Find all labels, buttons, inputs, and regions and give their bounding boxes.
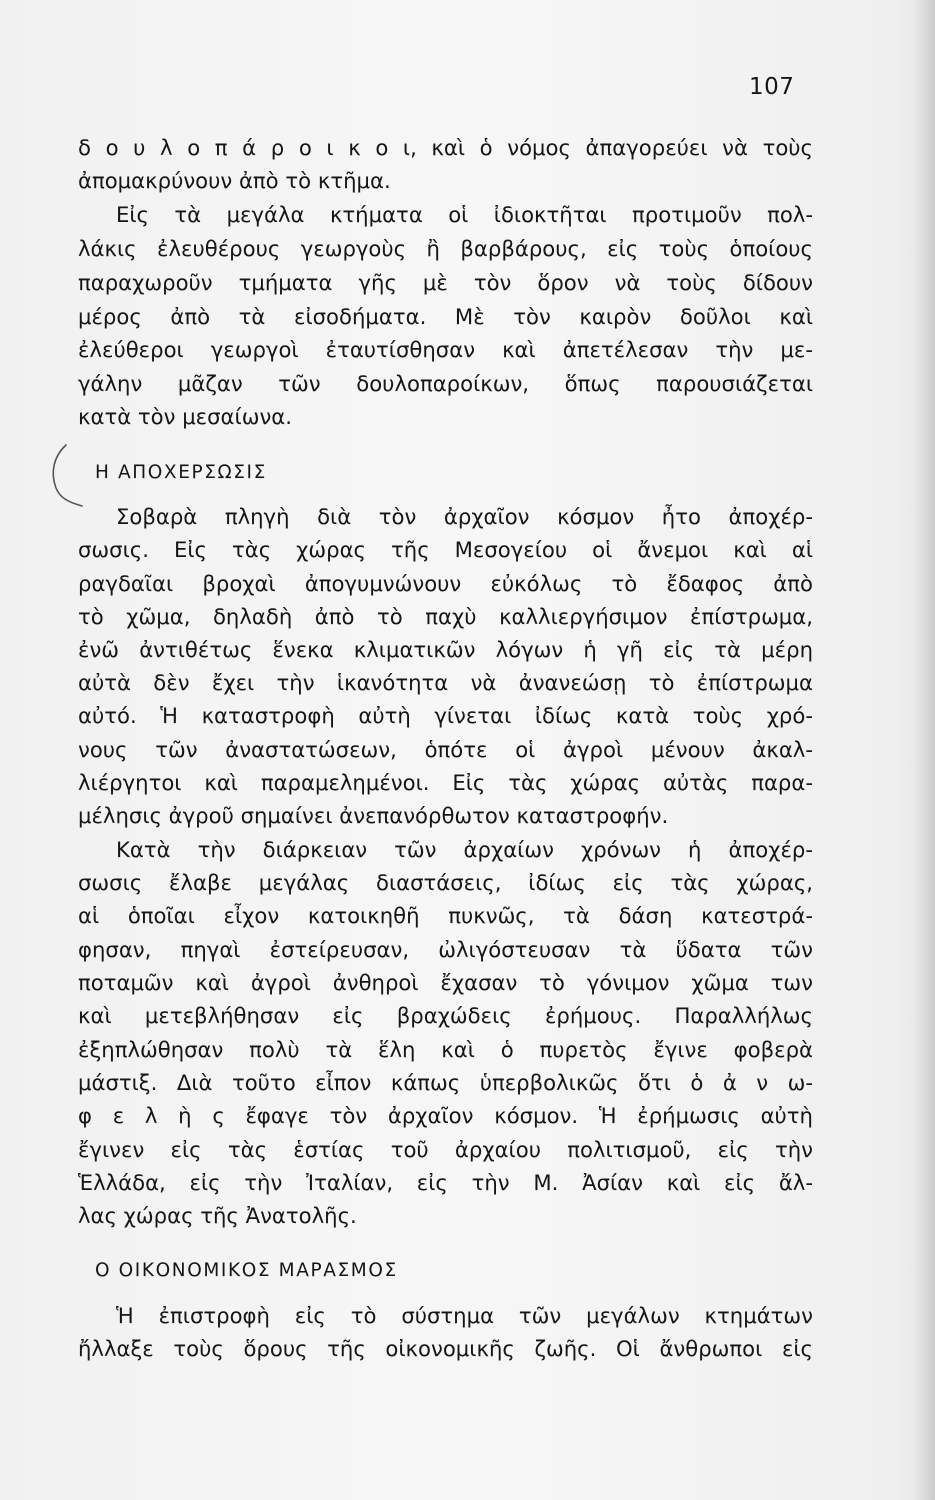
text-line: καὶ μετεβλήθησαν εἰς βραχώδεις ἐρήμους. Παραλλήλως	[78, 1003, 813, 1028]
text-line: παραχωροῦν τμήματα γῆς μὲ τὸν ὅρον νὰ τοὺς δίδουν	[78, 270, 813, 295]
section-heading: Ο ΟΙΚΟΝΟΜΙΚΟΣ ΜΑΡΑΣΜΟΣ	[95, 1260, 398, 1281]
text-line: Εἰς τὰ μεγάλα κτήματα οἱ ἰδιοκτῆται προτιμοῦν πολ-	[116, 202, 813, 227]
text-line: φησαν, πηγαὶ ἐστείρευσαν, ὠλιγόστευσαν τὰ ὕδατα τῶν	[78, 937, 813, 962]
text-line: Κατὰ τὴν διάρκειαν τῶν ἀρχαίων χρόνων ἡ ἀποχέρ-	[116, 837, 813, 862]
text-line: νους τῶν ἀναστατώσεων, ὁπότε οἱ ἀγροὶ μένουν ἀκαλ-	[78, 737, 813, 762]
text-line: τὸ χῶμα, δηλαδὴ ἀπὸ τὸ παχὺ καλλιεργήσιμον ἐπίστρωμα,	[78, 604, 813, 629]
section-heading: Η ΑΠΟΧΕΡΣΩΣΙΣ	[95, 462, 267, 483]
text-line: σωσις. Εἰς τὰς χώρας τῆς Μεσογείου οἱ ἄνεμοι καὶ αἱ	[78, 537, 813, 562]
text-line: ἐνῶ ἀντιθέτως ἕνεκα κλιματικῶν λόγων ἡ γῆ εἰς τὰ μέρη	[78, 637, 813, 662]
text-line: αὐτό. Ἡ καταστροφὴ αὐτὴ γίνεται ἰδίως κατὰ τοὺς χρό-	[78, 703, 813, 728]
text-line: δ ο υ λ ο π ά ρ ο ι κ ο ι, καὶ ὁ νόμος ἀπαγορεύει νὰ τοὺς	[78, 135, 813, 160]
text-line: αἱ ὁποῖαι εἶχον κατοικηθῆ πυκνῶς, τὰ δάση κατεστρά-	[78, 903, 813, 928]
text-line: μέρος ἀπὸ τὰ εἰσοδήματα. Μὲ τὸν καιρὸν δοῦλοι καὶ	[78, 304, 813, 329]
text-line: ἔγινεν εἰς τὰς ἑστίας τοῦ ἀρχαίου πολιτισμοῦ, εἰς τὴν	[78, 1137, 813, 1162]
pencil-bracket-mark	[44, 442, 84, 512]
text-line: λιέργητοι καὶ παραμελημένοι. Εἰς τὰς χώρας αὐτὰς παρα-	[78, 770, 813, 795]
text-line: φ ε λ ὴ ς ἔφαγε τὸν ἀρχαῖον κόσμον. Ἡ ἐρήμωσις αὐτὴ	[78, 1103, 813, 1128]
text-line: λας χώρας τῆς Ἀνατολῆς.	[78, 1203, 357, 1228]
text-line: κατὰ τὸν μεσαίωνα.	[78, 404, 292, 429]
text-line: ἤλλαξε τοὺς ὅρους τῆς οἰκονομικῆς ζωῆς. Οἱ ἄνθρωποι εἰς	[78, 1336, 813, 1361]
text-line: Ἑλλάδα, εἰς τὴν Ἰταλίαν, εἰς τὴν Μ. Ἀσίαν καὶ εἰς ἄλ-	[78, 1170, 813, 1195]
text-line: μέλησις ἀγροῦ σημαίνει ἀνεπανόρθωτον καταστροφήν.	[78, 803, 669, 828]
text-line: μάστιξ. Διὰ τοῦτο εἶπον κάπως ὑπερβολικῶς ὅτι ὁ ἀ ν ω-	[78, 1070, 813, 1095]
text-line: Ἡ ἐπιστροφὴ εἰς τὸ σύστημα τῶν μεγάλων κτημάτων	[116, 1303, 813, 1328]
page-number: 107	[749, 74, 795, 100]
text-line: σωσις ἔλαβε μεγάλας διαστάσεις, ἰδίως εἰς τὰς χώρας,	[78, 870, 813, 895]
text-line: ἐξηπλώθησαν πολὺ τὰ ἕλη καὶ ὁ πυρετὸς ἔγινε φοβερὰ	[78, 1037, 813, 1062]
text-line: αὐτὰ δὲν ἔχει τὴν ἱκανότητα νὰ ἀνανεώσῃ τὸ ἐπίστρωμα	[78, 670, 813, 695]
text-line: Σοβαρὰ πληγὴ διὰ τὸν ἀρχαῖον κόσμον ἦτο ἀποχέρ-	[116, 504, 813, 529]
text-line: λάκις ἐλευθέρους γεωργοὺς ἢ βαρβάρους, εἰς τοὺς ὁποίους	[78, 236, 813, 261]
text-line: ἀπομακρύνουν ἀπὸ τὸ κτῆμα.	[78, 168, 391, 193]
text-line: ραγδαῖαι βροχαὶ ἀπογυμνώνουν εὐκόλως τὸ ἔδαφος ἀπὸ	[78, 571, 813, 596]
text-line: ποταμῶν καὶ ἀγροὶ ἀνθηροὶ ἔχασαν τὸ γόνιμον χῶμα των	[78, 970, 813, 995]
text-line: γάλην μᾶζαν τῶν δουλοπαροίκων, ὅπως παρουσιάζεται	[78, 371, 813, 396]
text-line: ἐλεύθεροι γεωργοὶ ἐταυτίσθησαν καὶ ἀπετέλεσαν τὴν με-	[78, 337, 813, 362]
